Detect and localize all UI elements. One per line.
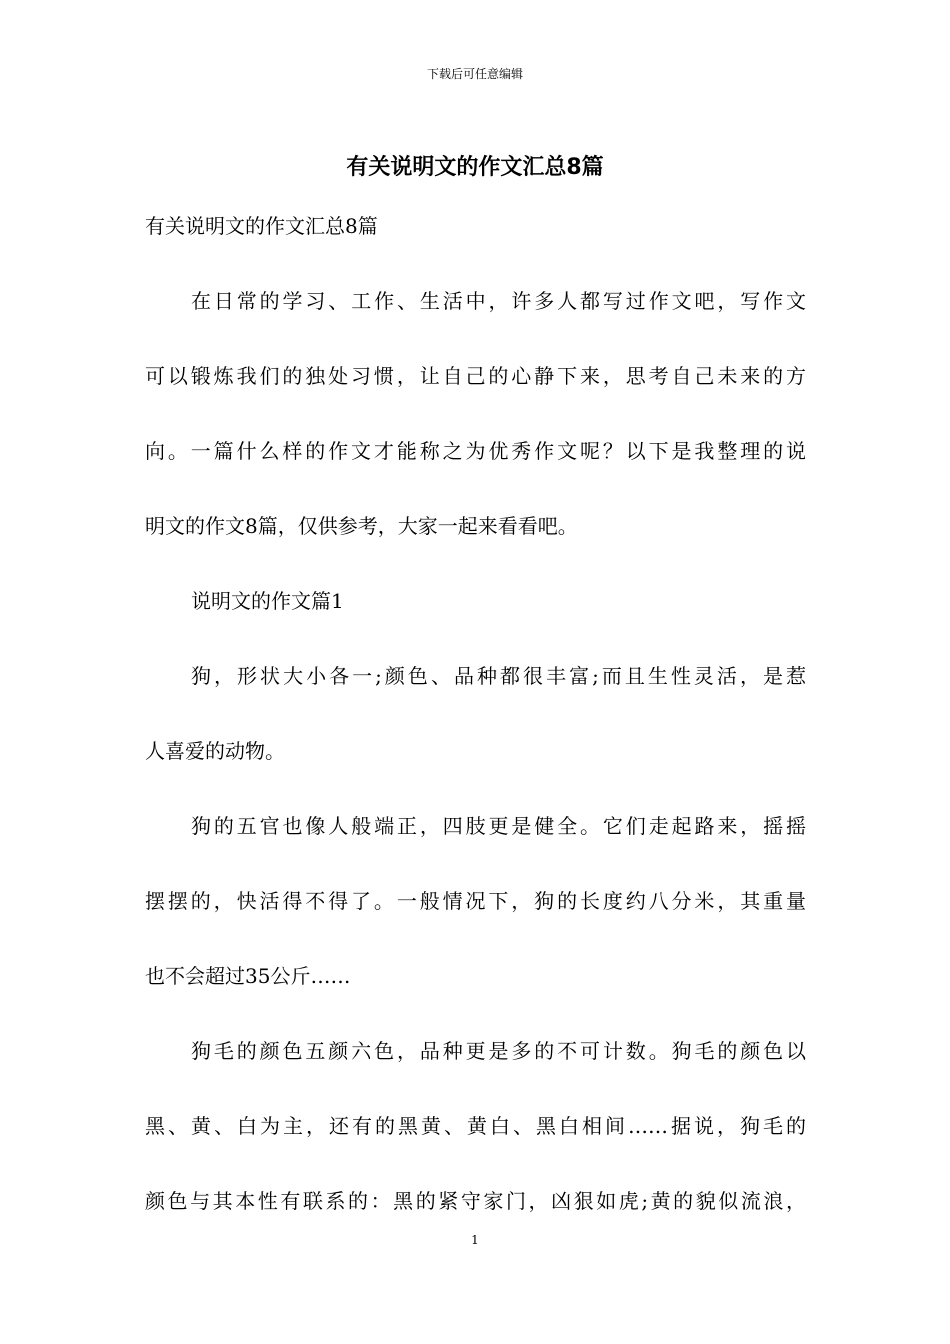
paragraph-line: 狗毛的颜色五颜六色，品种更是多的不可计数。狗毛的颜色以 <box>191 1039 806 1063</box>
document-title: 有关说明文的作文汇总8篇 <box>346 155 604 180</box>
page-number: 1 <box>471 1233 479 1247</box>
paragraph-line: 狗的五官也像人般端正，四肢更是健全。它们走起路来，摇摇 <box>191 814 806 838</box>
paragraph-line: 在日常的学习、工作、生活中，许多人都写过作文吧，写作文 <box>191 289 806 313</box>
document-body <box>145 210 806 1260</box>
section-heading: 说明文的作文篇1 <box>191 589 344 613</box>
document-subtitle: 有关说明文的作文汇总8篇 <box>145 214 378 238</box>
spacer <box>145 242 806 285</box>
paragraph-line: 明文的作文8篇，仅供参考，大家一起来看看吧。 <box>145 514 578 538</box>
paragraph-line: 人喜爱的动物。 <box>145 739 285 763</box>
paragraph-line: 狗，形状大小各一;颜色、品种都很丰富;而且生性灵活，是惹 <box>191 664 806 688</box>
paragraph-line: 也不会超过35公斤…… <box>145 964 351 988</box>
paragraph-line: 颜色与其本性有联系的：黑的紧守家门，凶狠如虎;黄的貌似流浪， <box>145 1189 806 1213</box>
page-header: 下载后可任意编辑 <box>426 67 523 81</box>
paragraph-line: 可以锻炼我们的独处习惯，让自己的心静下来，思考自己未来的方 <box>145 364 806 388</box>
paragraph-line: 摆摆的，快活得不得了。一般情况下，狗的长度约八分米，其重量 <box>145 889 806 913</box>
paragraph-line: 黑、黄、白为主，还有的黑黄、黄白、黑白相间……据说，狗毛的 <box>145 1114 806 1138</box>
paragraph-line: 向。一篇什么样的作文才能称之为优秀作文呢？以下是我整理的说 <box>145 439 806 463</box>
